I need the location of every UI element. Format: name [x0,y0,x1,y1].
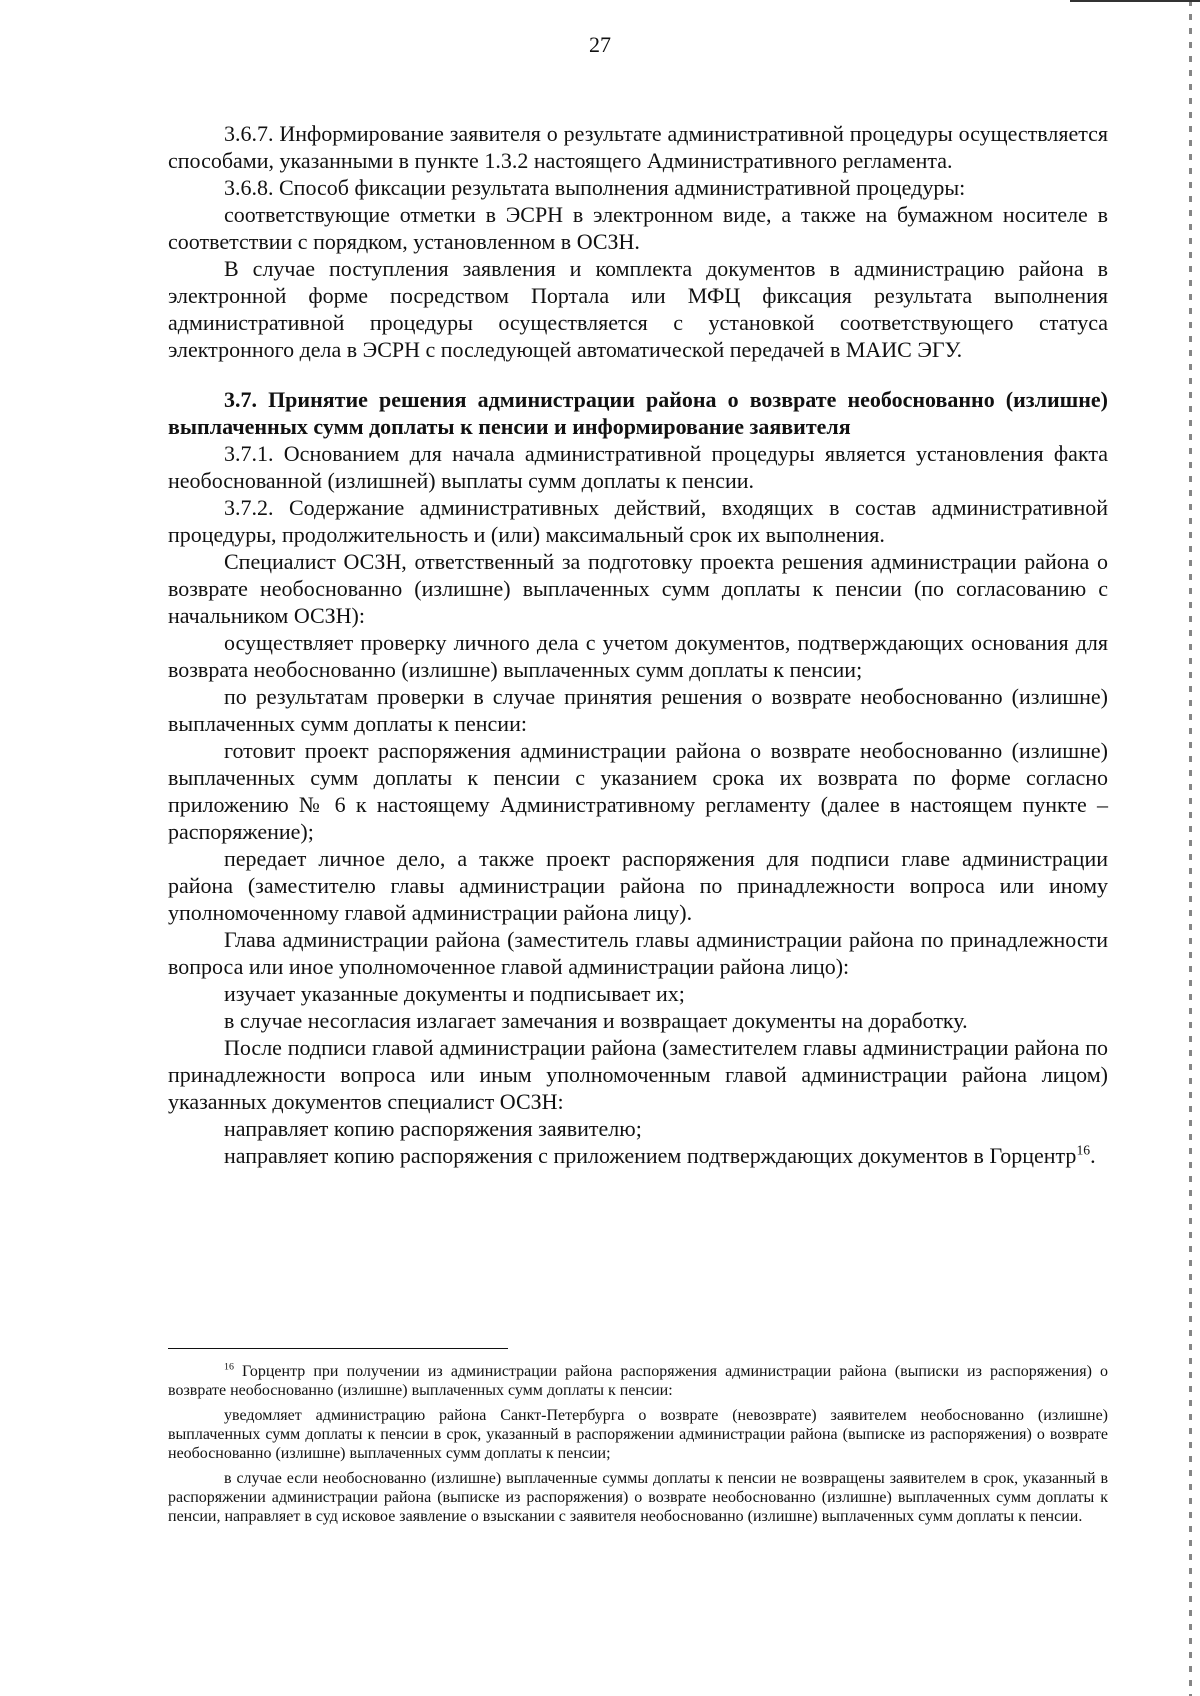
footnote-marker: 16 [224,1361,234,1373]
scan-edge-artifact [1189,0,1192,1696]
paragraph-after-signature: После подписи главой администрации района (заместителем главы администрации района по принадлежности вопроса или иным уполномоченным главой администрации района лицом) указанных документов специалист ОСЗН: [168,1035,1108,1114]
paragraph-head-admin: Глава администрации района (заместитель главы администрации района по принадлежности вопроса или иное уполномоченное главой администрации района лицо): [168,927,1108,979]
footnote-lead-text: Горцентр при получении из администрации района распоряжения администрации района (выписки из распоряжения) о возврате необоснованно (излишне) выплаченных сумм доплаты к пенсии: [168,1363,1108,1399]
page-number: 27 [589,32,611,57]
paragraph-specialist: Специалист ОСЗН, ответственный за подготовку проекта решения администрации района о возврате необоснованно (излишне) выплаченных сумм доплаты к пенсии (по согласованию с начальником ОСЗН): [168,549,1108,628]
main-text [168,120,1108,1169]
footnote-separator [168,1348,508,1349]
paragraph-electronic-case: В случае поступления заявления и комплекта документов в администрацию района в электронной форме посредством Портала или МФЦ фиксация результата выполнения административной процедуры осуществляется с установкой соответствующего статуса электронного дела в ЭСРН с последующей автоматической передачей в МАИС ЭГУ. [168,256,1108,362]
paragraph-3-6-7: 3.6.7. Информирование заявителя о результате административной процедуры осуществляется способами, указанными в пункте 1.3.2 настоящего Административного регламента. [168,121,1108,173]
section-heading-3-7: 3.7. Принятие решения администрации района о возврате необоснованно (излишне) выплаченных сумм доплаты к пенсии и информирование заявителя [168,387,1108,439]
paragraph-disagreement: в случае несогласия излагает замечания и возвращает документы на доработку. [224,1008,968,1033]
paragraph-check-file: осуществляет проверку личного дела с учетом документов, подтверждающих основания для возврата необоснованно (излишне) выплаченных сумм доплаты к пенсии; [168,630,1108,682]
paragraph-end-punctuation: . [1090,1143,1096,1168]
paragraph-studies-docs: изучает указанные документы и подписывает их; [224,981,685,1006]
paragraph-3-7-2: 3.7.2. Содержание административных действий, входящих в состав административной процедуры, продолжительность и (или) максимальный срок их выполнения. [168,495,1108,547]
footnote-reference: 16 [1076,1142,1091,1158]
paragraph-draft-order: готовит проект распоряжения администрации района о возврате необоснованно (излишне) выплаченных сумм доплаты к пенсии с указанием срока их возврата по форме согласно приложению № 6 к настоящему Административному регламенту (далее в настоящем пункте – распоряжение); [168,738,1108,844]
paragraph-check-results: по результатам проверки в случае принятия решения о возврате необоснованно (излишне) выплаченных сумм доплаты к пенсии: [168,684,1108,736]
scan-corner-artifact [1070,0,1200,2]
paragraph-copy-gorcenter [168,1142,1108,1169]
footnotes [168,1362,1108,1532]
paragraph-copy-applicant: направляет копию распоряжения заявителю; [224,1116,642,1141]
paragraph-3-6-8: 3.6.8. Способ фиксации результата выполнения административной процедуры: [224,175,966,200]
paragraph-3-7-1: 3.7.1. Основанием для начала административной процедуры является установления факта необоснованной (излишней) выплаты сумм доплаты к пенсии. [168,441,1108,493]
paragraph-fixation-marks: соответствующие отметки в ЭСРН в электронном виде, а также на бумажном носителе в соответствии с порядком, установленном в ОСЗН. [168,202,1108,254]
paragraph-transfer-file: передает личное дело, а также проект распоряжения для подписи главе администрации района (заместителю главы администрации района по принадлежности вопроса или иному уполномоченному главой администрации района лицу). [168,846,1108,925]
paragraph-text: направляет копию распоряжения с приложением подтверждающих документов в Горцентр [224,1143,1077,1168]
footnote-16-lead [168,1362,1108,1400]
footnote-item-notify: уведомляет администрацию района Санкт-Петербурга о возврате (невозврате) заявителем необоснованно (излишне) выплаченных сумм доплаты к пенсии в срок, указанный в распоряжении администрации района (выписке из распоряжения) о возврате необоснованно (излишне) выплаченных сумм доплаты к пенсии; [168,1407,1108,1462]
footnote-item-lawsuit: в случае если необоснованно (излишне) выплаченные суммы доплаты к пенсии не возвращены заявителем в срок, указанный в распоряжении администрации района (выписке из распоряжения) о возврате необоснованно (излишне) выплаченных сумм доплаты к пенсии, направляет в суд исковое заявление о взыскании с заявителя необоснованно (излишне) выплаченных сумм доплаты к пенсии. [168,1470,1108,1525]
